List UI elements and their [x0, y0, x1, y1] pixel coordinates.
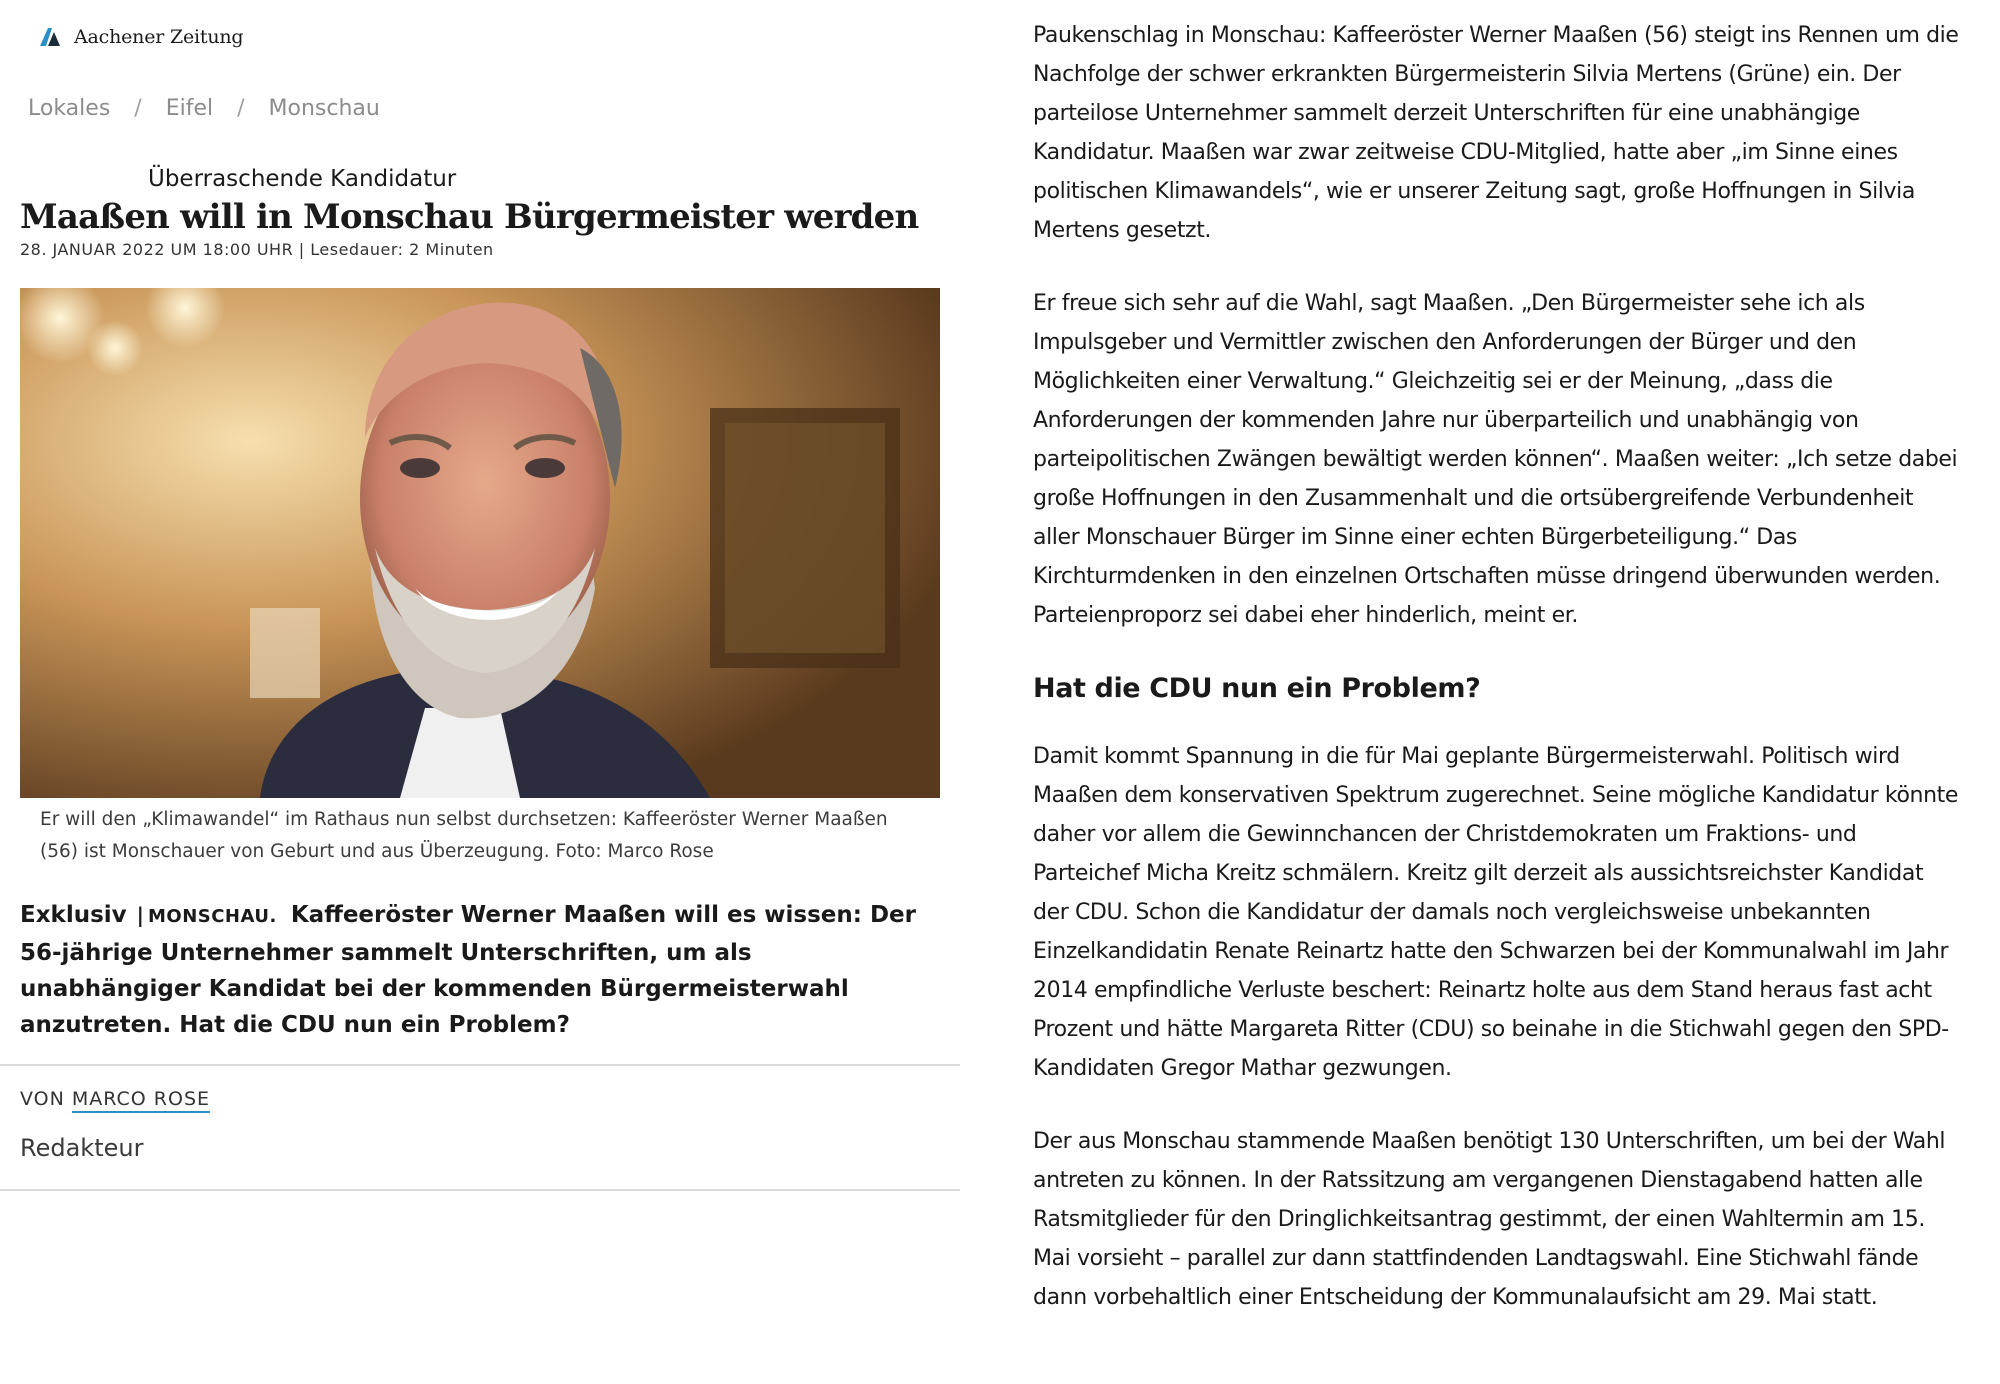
teaser-label: Exklusiv: [20, 902, 127, 928]
article-kicker: Überraschende Kandidatur: [148, 166, 457, 192]
article-teaser: [20, 897, 940, 1043]
author-role: Redakteur: [20, 1134, 144, 1162]
teaser-text: Kaffeeröster Werner Maaßen will es wissen: Der 56-jährige Unternehmer sammelt Unterschriften, um als unabhängiger Kandidat bei der kommenden Bürgermeisterwahl anzutreten. Hat die CDU nun ein Problem?: [20, 902, 917, 1038]
article-meta: 28. JANUAR 2022 UM 18:00 UHR | Lesedauer: 2 Minuten: [20, 240, 494, 259]
breadcrumb-item-monschau[interactable]: Monschau: [268, 96, 380, 121]
divider: [0, 1189, 960, 1191]
logo-text: Aachener Zeitung: [74, 26, 244, 48]
body-subheading: Hat die CDU nun ein Problem?: [1033, 673, 1481, 704]
article-headline: Maaßen will in Monschau Bürgermeister werden: [20, 197, 919, 237]
author-prefix: VON: [20, 1088, 65, 1110]
body-paragraph-4: Der aus Monschau stammende Maaßen benötigt 130 Unterschriften, um bei der Wahl antreten zu können. In der Ratssitzung am vergangenen Dienstagabend hatten alle Ratsmitglieder für den Dringlichkeitsantrag gestimmt, der einen Wahltermin am 15. Mai vorsieht – parallel zur dann stattfindenden Landtagswahl. Eine Stichwahl fände dann vorbehaltlich einer Entscheidung der Kommunalaufsicht am 29. Mai statt.: [1033, 1129, 1946, 1310]
hero-photo-illustration: [20, 288, 940, 798]
body-paragraph-3: Damit kommt Spannung in die für Mai geplante Bürgermeisterwahl. Politisch wird Maaßen dem konservativen Spektrum zugerechnet. Seine mögliche Kandidatur könnte daher vor allem die Gewinnchancen der Christdemokraten um Fraktions- und Parteichef Micha Kreitz schmälern. Kreitz gilt derzeit als aussichtsreichster Kandidat der CDU. Schon die Kandidatur der damals noch vergleichsweise unbekannten Einzelkandidatin Renate Reinartz hatte den Schwarzen bei der Kommunalwahl im Jahr 2014 empfindliche Verluste beschert: Reinartz holte aus dem Stand heraus fast acht Prozent und hätte Margareta Ritter (CDU) so beinahe in die Stichwahl gegen den SPD-Kandidaten Gregor Mathar gezwungen.: [1033, 744, 1958, 1081]
article-header-column: [0, 0, 960, 1384]
body-paragraph-1: Paukenschlag in Monschau: Kaffeeröster Werner Maaßen (56) steigt ins Rennen um die Nachfolge der schwer erkrankten Bürgermeisterin Silvia Mertens (Grüne) ein. Der parteilose Unternehmer sammelt derzeit Unterschriften für eine unabhängige Kandidatur. Maaßen war zwar zeitweise CDU-Mitglied, hatte aber „im Sinne eines politischen Klimawandels“, wie er unserer Zeitung sagt, große Hoffnungen in Silvia Mertens gesetzt.: [1033, 23, 1959, 243]
author-link[interactable]: MARCO ROSE: [72, 1088, 210, 1113]
breadcrumb-item-lokales[interactable]: Lokales: [28, 96, 111, 121]
article-body: [1033, 16, 1963, 1351]
logo-icon: [40, 28, 64, 46]
author-byline: [20, 1088, 210, 1110]
breadcrumb-item-eifel[interactable]: Eifel: [165, 96, 214, 121]
image-caption: Er will den „Klimawandel“ im Rathaus nun selbst durchsetzen: Kaffeeröster Werner Maaßen (56) ist Monschauer von Geburt und aus Überzeugung. Foto: Marco Rose: [40, 809, 888, 862]
divider: [0, 1064, 960, 1066]
hero-image: [20, 288, 940, 798]
breadcrumb-separator: /: [237, 96, 245, 121]
teaser-location: MONSCHAU.: [147, 906, 277, 927]
body-paragraph-2: Er freue sich sehr auf die Wahl, sagt Maaßen. „Den Bürgermeister sehe ich als Impulsgeber und Vermittler zwischen den Anforderungen der Bürger und den Möglichkeiten einer Verwaltung.“ Gleichzeitig sei er der Meinung, „dass die Anforderungen der kommenden Jahre nur überparteilich und unabhängig von parteipolitischen Zwängen bewältigt werden können“. Maaßen weiter: „Ich setze dabei große Hoffnungen in den Zusammenhalt und die ortsübergreifende Verbundenheit aller Monschauer Bürger im Sinne einer echten Bürgerbeteiligung.“ Das Kirchturmdenken in den einzelnen Ortschaften müsse dringend überwunden werden. Parteienproporz sei dabei eher hinderlich, meint er.: [1033, 291, 1958, 628]
breadcrumb-separator: /: [134, 96, 142, 121]
teaser-separator: |: [136, 903, 144, 927]
breadcrumb: [28, 96, 380, 121]
site-logo[interactable]: [40, 26, 243, 48]
